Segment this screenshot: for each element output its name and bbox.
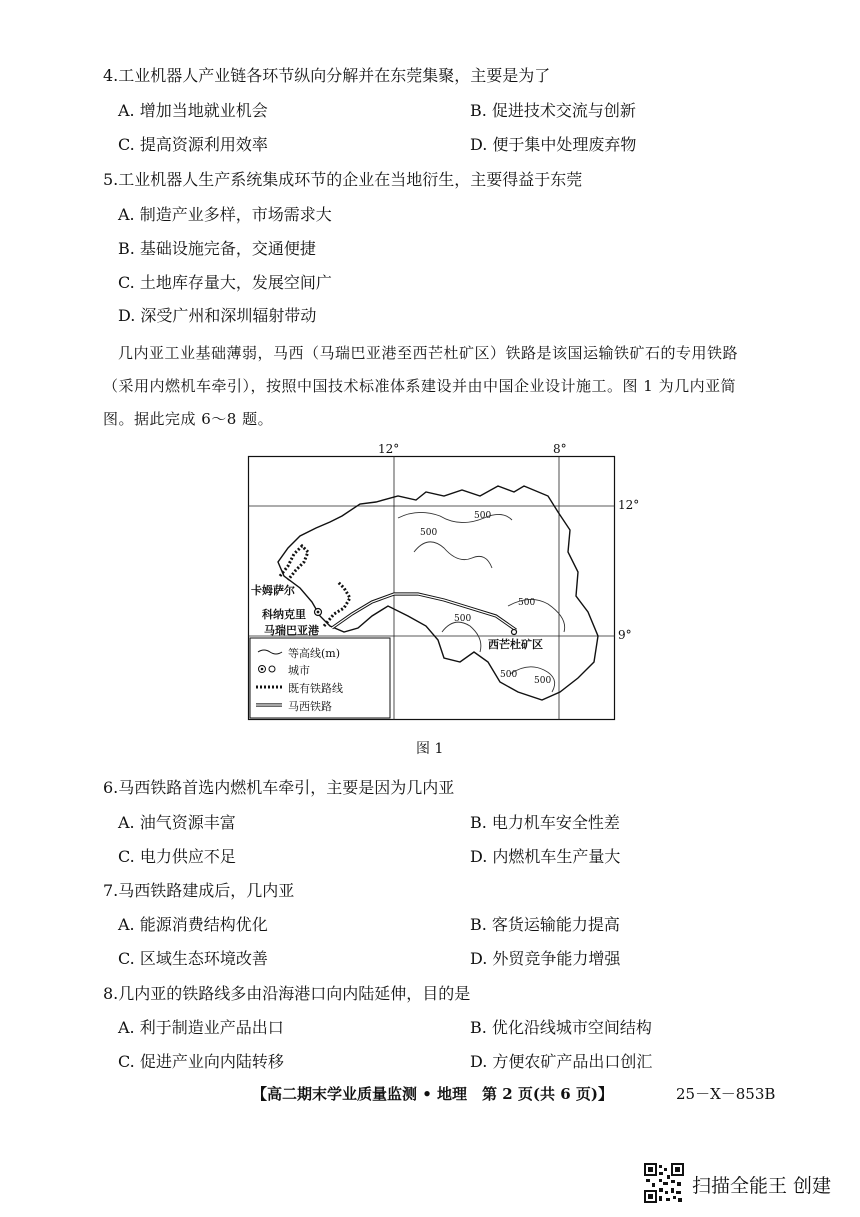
passage-line-2: （采用内燃机车牵引），按照中国技术标准体系建设并由中国企业设计施工。图 1 为几内亚简 <box>103 377 737 395</box>
question-4-stem: 4.工业机器人产业链各环节纵向分解并在东莞集聚，主要是为了 <box>103 66 551 85</box>
question-8-option-b: B. 优化沿线城市空间结构 <box>470 1018 652 1037</box>
passage-line-3: 图。据此完成 6～8 题。 <box>103 410 274 428</box>
question-5-option-d: D. 深受广州和深圳辐射带动 <box>118 306 317 325</box>
document-code: 25－X－853B <box>676 1085 776 1103</box>
question-4-option-c: C. 提高资源利用效率 <box>118 135 268 154</box>
question-5-option-a: A. 制造产业多样，市场需求大 <box>118 205 332 224</box>
question-8-stem: 8.几内亚的铁路线多由沿海港口向内陆延伸，目的是 <box>103 984 471 1003</box>
question-6-option-c: C. 电力供应不足 <box>118 847 236 866</box>
conakry-label: 科纳克里 <box>262 608 306 621</box>
legend-city-label: 城市 <box>288 664 310 677</box>
question-6-stem: 6.马西铁路首选内燃机车牵引，主要是因为几内亚 <box>103 778 455 797</box>
question-8-option-d: D. 方便农矿产品出口创汇 <box>470 1052 653 1071</box>
question-6-option-d: D. 内燃机车生产量大 <box>470 847 621 866</box>
lon-label-12: 12° <box>378 442 400 456</box>
question-8-option-a: A. 利于制造业产品出口 <box>118 1018 284 1037</box>
kamsar-label: 卡姆萨尔 <box>251 584 295 597</box>
page-footer: 【高二期末学业质量监测 • 地理 第 2 页(共 6 页)】 <box>252 1085 613 1103</box>
contour-label: 500 <box>518 598 536 608</box>
legend-contour-label: 等高线(m) <box>288 647 341 660</box>
question-7-option-d: D. 外贸竞争能力增强 <box>470 949 621 968</box>
scanner-watermark: 扫描全能王 创建 <box>692 1175 832 1197</box>
question-7-option-c: C. 区域生态环境改善 <box>118 949 268 968</box>
lon-label-8: 8° <box>553 442 567 456</box>
guinea-map <box>248 442 640 720</box>
question-7-stem: 7.马西铁路建成后，几内亚 <box>103 881 295 900</box>
contour-label: 500 <box>420 528 438 538</box>
question-7-option-a: A. 能源消费结构优化 <box>118 915 268 934</box>
question-6-option-a: A. 油气资源丰富 <box>118 813 236 832</box>
legend-existing-railway-label: 既有铁路线 <box>288 682 343 695</box>
legend-maxi-railway-label: 马西铁路 <box>288 700 332 713</box>
figure-caption: 图 1 <box>416 741 444 757</box>
question-5-option-b: B. 基础设施完备，交通便捷 <box>118 239 316 258</box>
question-4-option-d: D. 便于集中处理废弃物 <box>470 135 637 154</box>
simandou-marker <box>512 630 517 635</box>
question-6-option-b: B. 电力机车安全性差 <box>470 813 620 832</box>
passage-line-1: 几内亚工业基础薄弱，马西（马瑞巴亚港至西芒杜矿区）铁路是该国运输铁矿石的专用铁路 <box>118 344 739 362</box>
question-7-option-b: B. 客货运输能力提高 <box>470 915 620 934</box>
contour-label: 500 <box>454 614 472 624</box>
lat-label-9: 9° <box>618 628 632 642</box>
lat-label-12: 12° <box>618 498 640 512</box>
contour-label: 500 <box>474 511 492 521</box>
question-5-option-c: C. 土地库存量大，发展空间广 <box>118 273 332 292</box>
question-8-option-c: C. 促进产业向内陆转移 <box>118 1052 284 1071</box>
contour-label: 500 <box>534 676 552 686</box>
question-5-stem: 5.工业机器人生产系统集成环节的企业在当地衍生，主要得益于东莞 <box>103 170 583 189</box>
morebaya-port-label: 马瑞巴亚港 <box>264 624 319 637</box>
qr-code-icon <box>644 1163 684 1203</box>
question-4-option-b: B. 促进技术交流与创新 <box>470 101 636 120</box>
simandou-label: 西芒杜矿区 <box>488 638 543 651</box>
contour-label: 500 <box>500 670 518 680</box>
question-4-option-a: A. 增加当地就业机会 <box>118 101 268 120</box>
